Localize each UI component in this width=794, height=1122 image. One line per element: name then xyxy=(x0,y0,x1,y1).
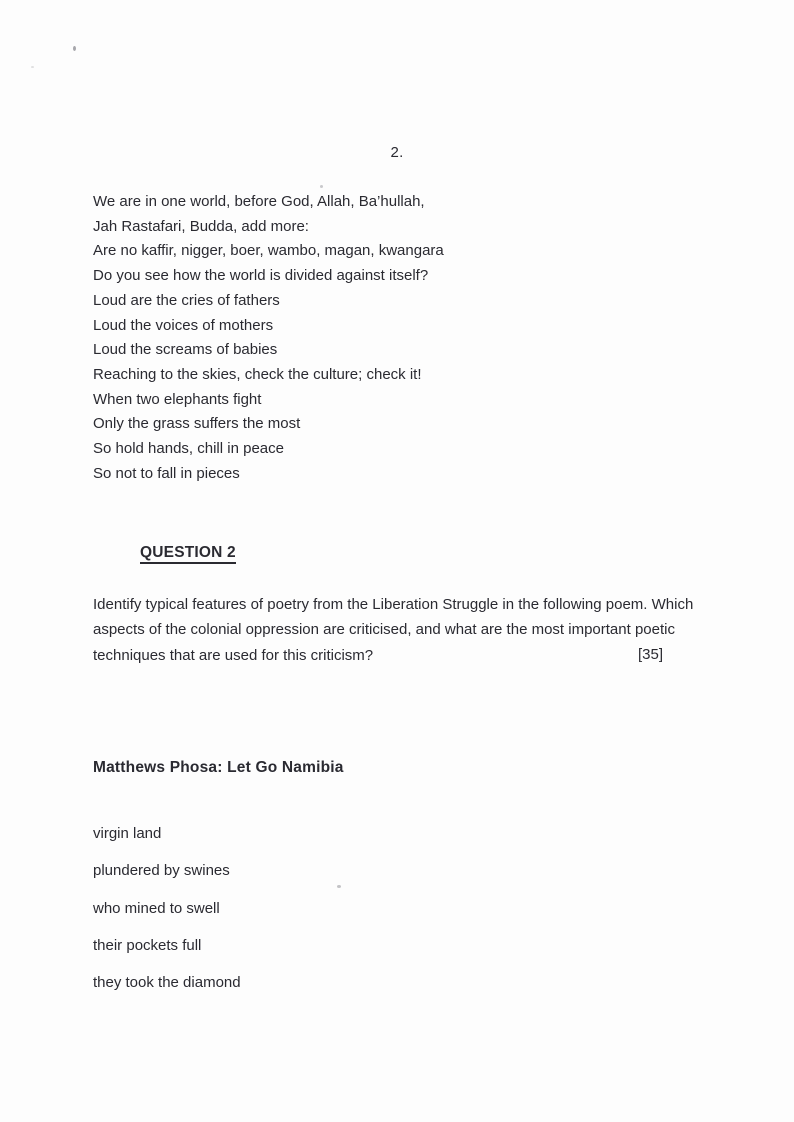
poem-excerpt xyxy=(93,190,444,486)
poem-title: Matthews Phosa: Let Go Namibia xyxy=(93,759,344,776)
poem-line: So not to fall in pieces xyxy=(93,464,240,482)
poem-line: virgin land xyxy=(93,825,162,842)
scan-speck xyxy=(337,885,341,888)
question-body-line: aspects of the colonial oppression are criticised, and what are the most important poetic xyxy=(93,621,675,639)
poem-line: Reaching to the skies, check the culture; check it! xyxy=(93,365,422,383)
poem-line: Loud the screams of babies xyxy=(93,341,278,359)
poem-line: Loud the voices of mothers xyxy=(93,316,274,334)
poem-line: they took the diamond xyxy=(93,974,241,992)
question-body-line: Identify typical features of poetry from the Liberation Struggle in the following poem. Which xyxy=(93,596,694,613)
poem-line: Jah Rastafari, Budda, add more: xyxy=(93,217,309,235)
poem-line: Loud are the cries of fathers xyxy=(93,291,280,309)
scan-speck xyxy=(73,46,76,51)
scan-speck xyxy=(320,185,323,188)
question-marks: [35] xyxy=(637,646,663,663)
scan-speck xyxy=(31,66,34,68)
poem-line: So hold hands, chill in peace xyxy=(93,440,284,458)
question-heading-wrap xyxy=(140,540,236,565)
question-body-line: techniques that are used for this criticism? xyxy=(93,646,374,664)
question-body xyxy=(93,592,693,668)
poem-line: plundered by swines xyxy=(93,862,230,880)
poem-line: We are in one world, before God, Allah, Ba’hullah, xyxy=(93,193,425,210)
poem-line: Do you see how the world is divided against itself? xyxy=(93,267,429,285)
poem-line: Are no kaffir, nigger, boer, wambo, magan, kwangara xyxy=(93,242,444,260)
poem-line: who mined to swell xyxy=(93,899,220,917)
poem-line: their pockets full xyxy=(93,936,202,954)
page-number: 2. xyxy=(390,144,404,161)
poem-line: When two elephants fight xyxy=(93,390,262,408)
poem-body xyxy=(93,815,241,1001)
question-heading: QUESTION 2 xyxy=(140,544,236,564)
poem-line: Only the grass suffers the most xyxy=(93,415,301,433)
